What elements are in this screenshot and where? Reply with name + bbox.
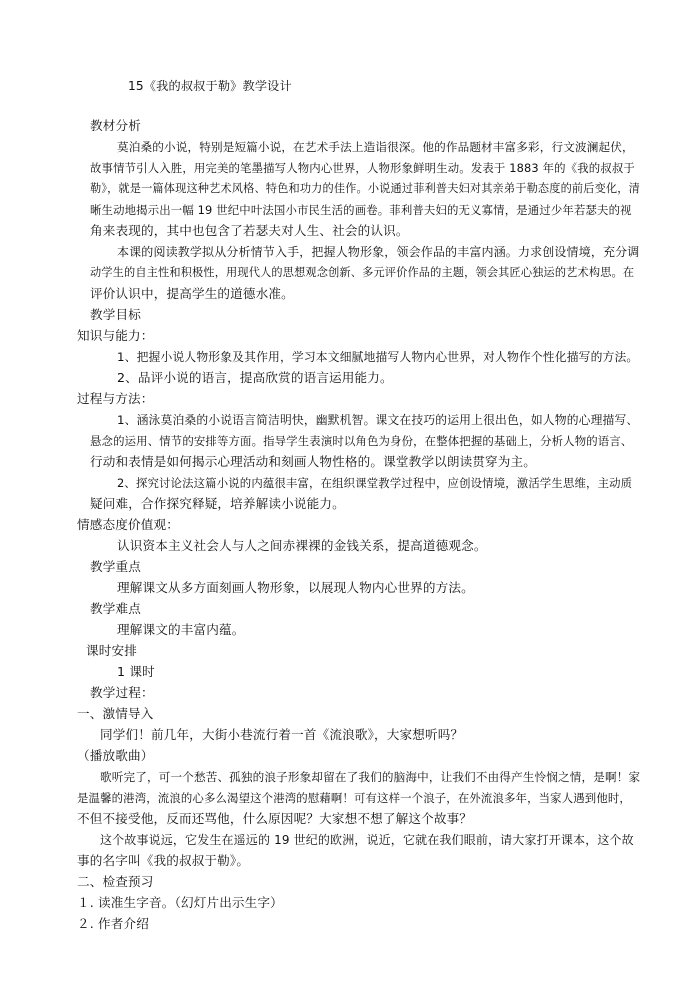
paragraph-line: 不但不接受他，反而还骂他，什么原因呢？大家想不想了解这个故事？ (77, 811, 473, 826)
paragraph-line: 本课的阅读教学拟从分析情节入手，把握人物形象，领会作品的丰富内涵。力求创设情境，充分调 (117, 245, 640, 259)
section-heading-process: 教学过程： (90, 685, 154, 700)
paragraph-line: 莫泊桑的小说，特别是短篇小说，在艺术手法上造诣很深。他的作品题材丰富多彩，行文波澜起伏， (117, 140, 634, 154)
subheading-emotion: 情感态度价值观： (77, 517, 179, 532)
page-title: 15《我的叔叔于勒》教学设计 (128, 79, 292, 93)
paragraph-line: 2、探究讨论法这篇小说的内蕴很丰富，在组织课堂教学过程中，应创设情境，激活学生思维，主动质 (117, 476, 633, 490)
section-heading-analysis: 教材分析 (90, 118, 141, 133)
paragraph-line: 晰生动地揭示出一幅 19 世纪中叶法国小市民生活的画卷。菲利普夫妇的无义寡情，是通过少年若瑟夫的视 (90, 203, 632, 217)
paragraph-line: 疑问难，合作探究释疑，培养解读小说能力。 (90, 496, 345, 511)
list-item: ２. 作者介绍 (77, 916, 150, 931)
difficulties-text: 理解课文的丰富内蕴。 (117, 622, 245, 637)
paragraph-line: 行动和表情是如何揭示心理活动和刻画人物性格的。课堂教学以朗读贯穿为主。 (90, 454, 537, 469)
paragraph-line: 动学生的自主性和积极性，用现代人的思想观念创新、多元评价作品的主题，领会其匠心独运的艺术构思。在 (90, 266, 635, 279)
section-heading-hours: 课时安排 (86, 643, 137, 658)
section-heading-key-points: 教学重点 (90, 559, 141, 574)
paragraph-line: 歌听完了，可一个愁苦、孤独的浪子形象却留在了我们的脑海中，让我们不由得产生怜悯之情，是啊！家 (100, 770, 641, 784)
list-item: １. 读准生字音。（幻灯片出示生字） (77, 895, 283, 910)
paragraph-line: 事的名字叫《我的叔叔于勒》。 (77, 853, 250, 868)
goal-item: 1、把握小说人物形象及其作用，学习本文细腻地描写人物内心世界，对人物作个性化描写的方法。 (117, 350, 639, 364)
section-heading-difficulties: 教学难点 (90, 601, 141, 616)
goal-item: 认识资本主义社会人与人之间赤裸裸的金钱关系，提高道德观念。 (117, 538, 487, 553)
paragraph-line: 悬念的运用、情节的安排等方面。指导学生表演时以角色为身份，在整体把握的基础上，分析人物的语言、 (90, 434, 633, 448)
step-heading-intro: 一、激情导入 (77, 706, 154, 721)
step-heading-preview: 二、检查预习 (77, 874, 154, 889)
paragraph-line: 1、涵泳莫泊桑的小说语言简洁明快，幽默机智。课文在技巧的运用上很出色，如人物的心理描写、 (117, 413, 639, 427)
hours-text: 1 课时 (117, 664, 155, 679)
paragraph-line: 同学们！前几年，大街小巷流行着一首《流浪歌》，大家想听吗？ (100, 727, 464, 742)
paragraph-line: 故事情节引人入胜，用完美的笔墨描写人物内心世界，人物形象鲜明生动。发表于 1883 年的《我的叔叔于 (90, 161, 635, 175)
paragraph-line: 勒》，就是一篇体现这种艺术风格、特色和功力的佳作。小说通过菲利普夫妇对其亲弟于勒态度的前后变化，清 (90, 182, 640, 195)
paragraph-line: 评价认识中，提高学生的道德水准。 (90, 286, 294, 301)
paragraph-line: 是温馨的港湾，流浪的心多么渴望这个港湾的慰藉啊！可有这样一个浪子，在外流浪多年，当家人遇到他时， (77, 791, 631, 805)
subheading-process: 过程与方法： (77, 391, 154, 406)
section-heading-goals: 教学目标 (90, 307, 141, 322)
paragraph-line: 这个故事说远，它发生在遥远的 19 世纪的欧洲，说近，它就在我们眼前，请大家打开课本，这个故 (100, 833, 634, 847)
key-points-text: 理解课文从多方面刻画人物形象，以展现人物内心世界的方法。 (117, 580, 474, 595)
paragraph-line: 角来表现的，其中也包含了若瑟夫对人生、社会的认识。 (90, 223, 409, 238)
subheading-knowledge: 知识与能力： (77, 328, 154, 343)
goal-item: 2、品评小说的语言，提高欣赏的语言运用能力。 (117, 370, 393, 385)
note-play-song: （播放歌曲） (77, 748, 154, 763)
